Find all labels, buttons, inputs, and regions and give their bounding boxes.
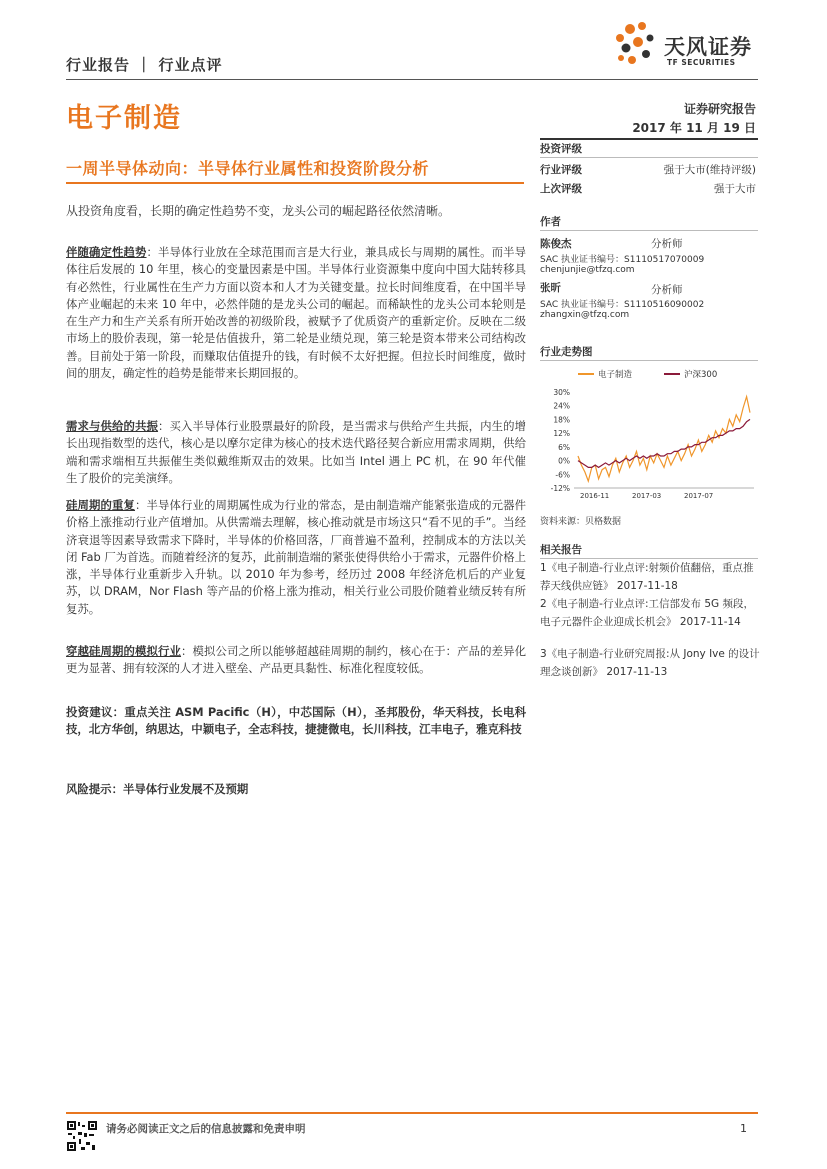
rating-value: 强于大市(维持评级)	[663, 164, 756, 176]
report-category: 行业报告 ｜ 行业点评	[66, 56, 223, 74]
paragraph-text: ：半导体行业的周期属性成为行业的常态，是由制造端产能紧张造成的元器件价格上涨推动行业产值增加。从供需端去理解，核心推动就是市场这只“看不见的手”。当经济衰退等因素导致需求下降时，半导体的价格回落，厂商普遍不盈利，控制成本的方法以关闭 Fab 厂为首选。而随着经济的复苏，此前制造端的紧张使得供给小于需求，元器件价格上涨，半导体行业重新步入升轨。以 2010 年为参考，经历过 2008 年经济危机后的产业复苏，以 DRAM，Nor Flash 等产品的价格上涨为推动，相关行业公司股价随着业绩反转有所复苏。	[66, 498, 526, 616]
header-divider	[66, 79, 758, 80]
authors-divider	[540, 230, 758, 231]
related-date: 2017-11-13	[606, 665, 668, 678]
author-name: 张昕	[540, 282, 561, 294]
author-role: 分析师	[651, 238, 683, 250]
footer-divider	[66, 1112, 758, 1114]
related-item[interactable]	[540, 560, 760, 595]
sidebar-top-rule	[540, 138, 758, 140]
related-title: 相关报告	[540, 544, 582, 556]
chart-source: 资料来源：贝格数据	[540, 517, 622, 527]
paragraph-trend	[66, 244, 526, 382]
x-tick-label: 2017-03	[632, 492, 662, 500]
paragraph-head: 穿越硅周期的模拟行业	[66, 644, 182, 658]
series-line	[578, 419, 750, 467]
invest-advice: 投资建议：重点关注 ASM Pacific（H），中芯国际（H），圣邦股份，华天科技，长电科技，北方华创，纳思达，中颖电子，全志科技，捷捷微电，长川科技，江丰电子，雅克科技	[66, 705, 526, 737]
legend-label-1: 电子制造	[598, 370, 633, 380]
rating-title: 投资评级	[540, 143, 582, 155]
x-tick-label: 2017-07	[684, 492, 714, 500]
page-number: 1	[740, 1122, 747, 1135]
rating-divider	[540, 157, 758, 158]
y-tick-label: -12%	[550, 484, 570, 493]
rating-label: 行业评级	[540, 164, 582, 176]
y-tick-label: 24%	[553, 401, 570, 411]
paragraph-text: ：模拟公司之所以能够超越硅周期的制约，核心在于：产品的差异化更为显著、拥有较深的人才进入壁垒、产品更具黏性、标准化程度较低。	[66, 644, 526, 676]
series-line	[578, 397, 750, 482]
y-tick-label: 6%	[558, 442, 570, 452]
paragraph-resonance	[66, 418, 526, 487]
related-date: 2017-11-18	[616, 579, 678, 592]
title-underline	[66, 182, 524, 184]
y-tick-label: -6%	[555, 470, 570, 480]
report-title: 一周半导体动向：半导体行业属性和投资阶段分析	[66, 159, 430, 178]
related-divider	[540, 558, 758, 559]
author-sac: SAC 执业证书编号：S1110516090002	[540, 300, 705, 310]
footer-disclaimer: 请务必阅读正文之后的信息披露和免责申明	[106, 1123, 306, 1135]
legend-label-2: 沪深300	[684, 370, 718, 380]
risk-warning: 风险提示：半导体行业发展不及预期	[66, 782, 249, 796]
paragraph-text: ：半导体行业放在全球范围而言是大行业，兼具成长与周期的属性。而半导体往后发展的 10 年里，核心的变量因素是中国。半导体行业资源集中度向中国大陆转移具有必然性，行业属性在生产力方面以资本和人才为关键变量。拉长时间维度看，在中国半导体产业崛起的未来 10 年中，必然伴随的是龙头公司的崛起。而稀缺性的龙头公司本轮则是在生产力和生产关系有所开始改善的初级阶段，被赋予了优质资产的重新定价。反映在二级市场上的股价表现，第一轮是估值拔升，第二轮是业绩兑现，第三轮是资本带来公司结构改善。目前处于第一阶段，而赚取估值提升的钱，有时候不太好把握。但拉长时间维度，做时间的朋友，确定性的趋势是能带来长期回报的。	[66, 245, 526, 381]
summary: 从投资角度看，长期的确定性趋势不变，龙头公司的崛起路径依然清晰。	[66, 204, 451, 218]
y-tick-label: 12%	[553, 429, 570, 439]
paragraph-head: 伴随确定性趋势	[66, 245, 147, 259]
qr-code-icon	[66, 1120, 98, 1152]
paragraph-text: ：买入半导体行业股票最好的阶段，是当需求与供给产生共振，内生的增长出现指数型的迭代，核心是以摩尔定律为核心的技术迭代路径契合新应用需求周期，供给端和需求端相互共振催生类似戴维斯双击的效果。比如当 Intel 遇上 PC 机，在 90 年代催生了股价的完美演绎。	[66, 419, 526, 485]
related-item[interactable]	[540, 596, 760, 631]
trend-chart	[540, 364, 758, 504]
paragraph-head: 需求与供给的共振	[66, 419, 159, 433]
related-text[interactable]: 1《电子制造-行业点评:射频价值翻倍，重点推荐天线供应链》	[540, 562, 754, 592]
y-tick-label: 18%	[553, 415, 570, 425]
report-date: 2017 年 11 月 19 日	[632, 121, 756, 135]
authors-title: 作者	[540, 216, 561, 228]
author-sac: SAC 执业证书编号：S1110517070009	[540, 255, 705, 265]
author-role: 分析师	[651, 284, 683, 296]
prev-rating-label: 上次评级	[540, 183, 582, 195]
logo-text-en: TF SECURITIES	[667, 58, 736, 67]
related-date: 2017-11-14	[679, 615, 741, 628]
paragraph-head: 硅周期的重复	[66, 498, 136, 512]
trend-divider	[540, 360, 758, 361]
y-tick-label: 30%	[553, 388, 570, 397]
prev-rating-value: 强于大市	[714, 183, 756, 195]
x-tick-label: 2016-11	[580, 492, 610, 500]
paragraph-analog	[66, 643, 526, 678]
related-text[interactable]: 3《电子制造-行业研究周报:从 Jony Ive 的设计理念谈创新》	[540, 648, 760, 678]
trend-title: 行业走势图	[540, 346, 593, 358]
logo-text-cn: 天风证券	[664, 35, 752, 59]
sector-title: 电子制造	[66, 103, 182, 134]
paragraph-silicon-cycle	[66, 497, 526, 618]
author-email[interactable]: chenjunjie@tfzq.com	[540, 265, 635, 275]
related-item[interactable]	[540, 646, 760, 681]
author-name: 陈俊杰	[540, 238, 572, 250]
author-email[interactable]: zhangxin@tfzq.com	[540, 310, 630, 320]
y-tick-label: 0%	[558, 456, 570, 466]
related-text[interactable]: 2《电子制造-行业点评:工信部发布 5G 频段，电子元器件企业迎成长机会》	[540, 598, 754, 628]
report-type: 证券研究报告	[683, 102, 756, 116]
